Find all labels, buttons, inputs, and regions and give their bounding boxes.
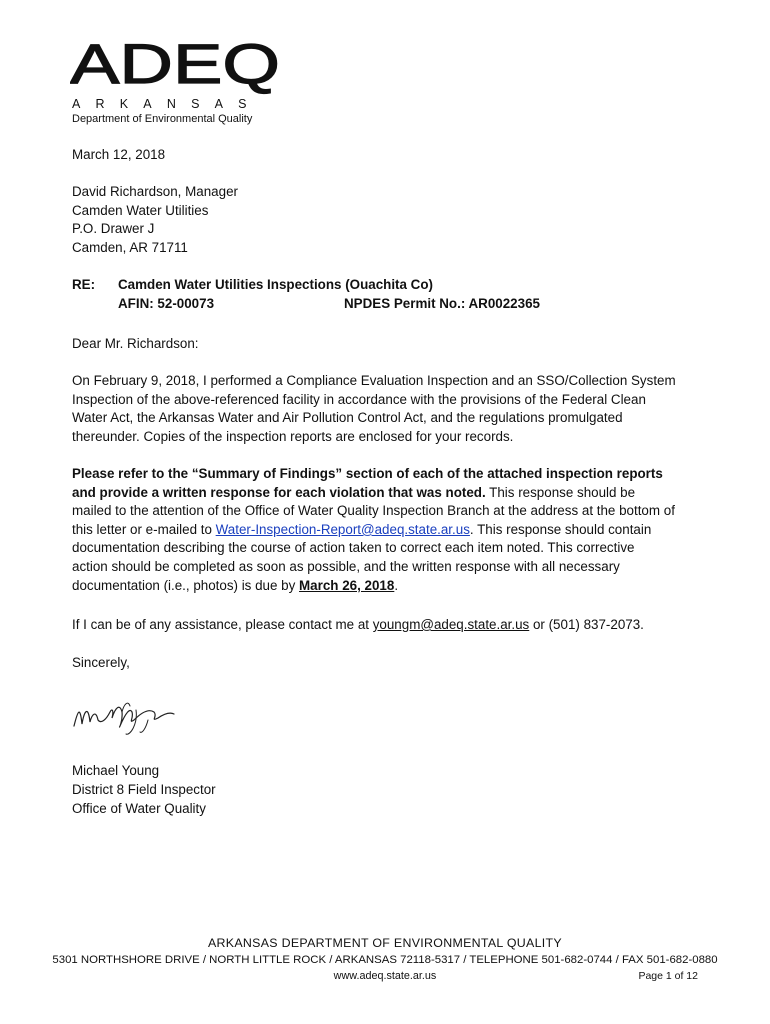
footer-website: www.adeq.state.ar.us <box>333 970 437 982</box>
recipient-company: Camden Water Utilities <box>72 202 209 218</box>
signer-title: District 8 Field Inspector <box>72 782 216 797</box>
paragraph-line: action should be completed as soon as possible, and the written response with all necessary <box>72 558 620 574</box>
paragraph-line: Water Act, the Arkansas Water and Air Pollution Control Act, and the regulations promulgated <box>72 410 623 426</box>
paragraph-text: documentation (i.e., photos) is due by <box>72 577 300 593</box>
re-label: RE: <box>72 277 96 292</box>
paragraph-inspection-summary <box>72 372 712 446</box>
paragraph-contact <box>72 616 644 635</box>
paragraph-text: If I can be of any assistance, please contact me at <box>72 617 373 632</box>
re-subject: Camden Water Utilities Inspections (Ouachita Co) <box>118 277 433 292</box>
adeq-logo <box>70 36 282 96</box>
recipient-city: Camden, AR 71711 <box>72 239 188 255</box>
paragraph-text: this letter or e-mailed to <box>72 521 216 537</box>
bold-instruction-1: Please refer to the “Summary of Findings” section of each of the attached inspection reports <box>72 466 663 481</box>
re-afin: AFIN: 52-00073 <box>118 296 215 311</box>
salutation: Dear Mr. Richardson: <box>72 336 199 351</box>
signer-block <box>72 762 216 819</box>
paragraph-line: documentation describing the course of action taken to correct each item noted. This corrective <box>72 540 635 556</box>
closing: Sincerely, <box>72 655 130 670</box>
logo-department-name: Department of Environmental Quality <box>72 113 253 125</box>
letter-date: March 12, 2018 <box>72 147 166 162</box>
paragraph-text: . This response should contain <box>469 521 652 537</box>
signer-name: Michael Young <box>72 763 160 778</box>
logo-state-name: ARKANSAS <box>72 97 262 111</box>
re-npdes-permit: NPDES Permit No.: AR0022365 <box>344 296 540 311</box>
page-number: Page 1 of 12 <box>638 970 698 982</box>
recipient-address <box>72 183 238 257</box>
bold-instruction-2: and provide a written response for each violation that was noted. <box>72 484 486 500</box>
inspection-report-email-link[interactable]: Water-Inspection-Report@adeq.state.ar.us <box>215 521 470 537</box>
recipient-name: David Richardson, Manager <box>72 184 238 199</box>
paragraph-response-request <box>72 465 712 595</box>
footer-address: 5301 NORTHSHORE DRIVE / NORTH LITTLE ROCK / ARKANSAS 72118-5317 / TELEPHONE 501-682-0744 / FAX 501-682-0880 <box>52 954 718 966</box>
paragraph-line: Inspection of the above-referenced facility in accordance with the provisions of the Federal Clean <box>72 391 646 407</box>
signer-office: Office of Water Quality <box>72 801 206 816</box>
paragraph-line: mailed to the attention of the Office of Water Quality Inspection Branch at the address at the bottom of <box>72 503 675 519</box>
footer-department-name: ARKANSAS DEPARTMENT OF ENVIRONMENTAL QUALITY <box>207 936 562 950</box>
handwritten-signature <box>68 690 188 742</box>
paragraph-line: On February 9, 2018, I performed a Compliance Evaluation Inspection and an SSO/Collection System <box>72 373 676 388</box>
due-date: March 26, 2018 <box>299 577 395 593</box>
paragraph-text: . <box>394 577 399 593</box>
paragraph-text: or (501) 837-2073. <box>529 617 644 632</box>
paragraph-text: This response should be <box>485 484 636 500</box>
contact-email-link[interactable]: youngm@adeq.state.ar.us <box>372 617 530 632</box>
svg-text:ADEQ: ADEQ <box>70 36 280 95</box>
paragraph-line: thereunder. Copies of the inspection reports are enclosed for your records. <box>72 428 514 444</box>
recipient-po-box: P.O. Drawer J <box>72 221 155 237</box>
